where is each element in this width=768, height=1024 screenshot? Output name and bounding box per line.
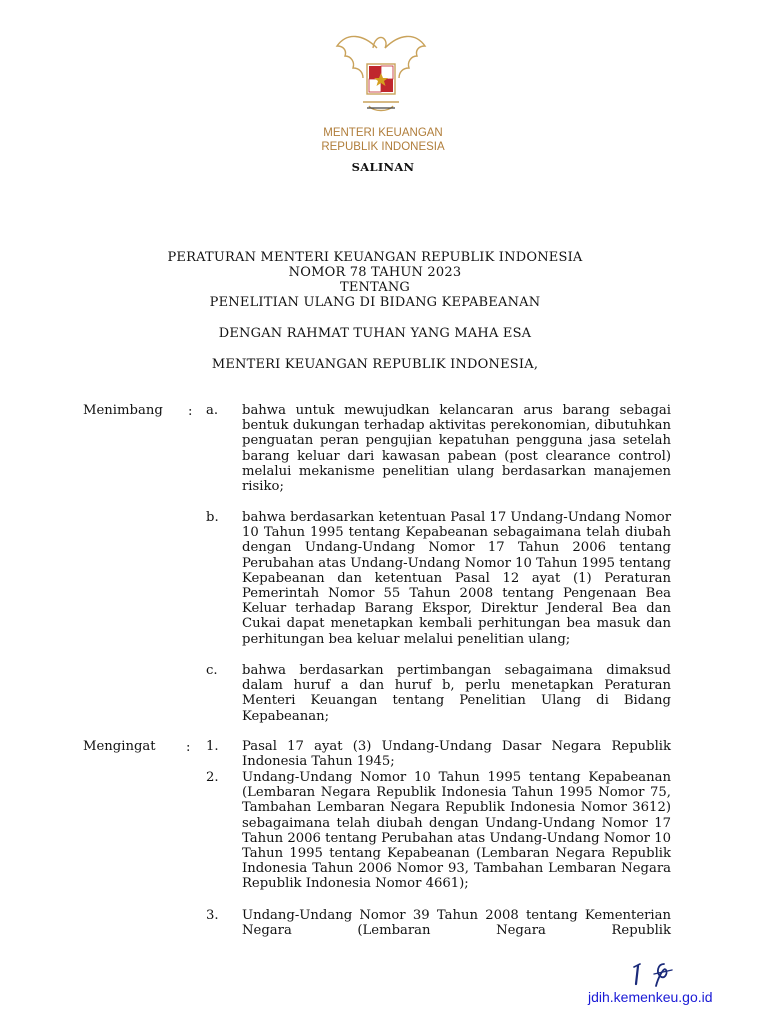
garuda-emblem	[333, 28, 429, 118]
regulation-number: NOMOR 78 TAHUN 2023	[288, 265, 462, 280]
menimbang-marker-c: c.	[206, 663, 218, 678]
menimbang-marker-b: b.	[206, 510, 219, 525]
mengingat-item-1: Pasal 17 ayat (3) Undang-Undang Dasar Negara Republik Indonesia Tahun 1945;	[242, 739, 671, 770]
copy-label: SALINAN	[351, 160, 415, 174]
menimbang-item-a: bahwa untuk mewujudkan kelancaran arus barang sebagai bentuk dukungan terhadap aktivitas perekonomian, dibutuhkan penguatan peran pengujian kepatuhan pengguna jasa setelah barang keluar dari kawasan pabean (post clearance control) melalui mekanisme penelitian ulang berdasarkan manajemen risiko;	[242, 403, 671, 495]
menimbang-marker-a: a.	[206, 403, 219, 418]
menimbang-item-b: bahwa berdasarkan ketentuan Pasal 17 Undang-Undang Nomor 10 Tahun 1995 tentang Kepabeanan sebagaimana telah diubah dengan Undang-Undang Nomor 17 Tahun 2006 tentang Perubahan atas Undang-Undang Nomor 10 Tahun 1995 tentang Kepabeanan dan ketentuan Pasal 12 ayat (1) Peraturan Pemerintah Nomor 55 Tahun 2008 tentang Pengenaan Bea Keluar terhadap Barang Ekspor, Direktur Jenderal Bea dan Cukai dapat menetapkan kembali perhitungan bea masuk dan perhitungan bea keluar melalui penelitian ulang;	[242, 510, 671, 647]
mengingat-marker-2: 2.	[206, 770, 219, 785]
invocation: DENGAN RAHMAT TUHAN YANG MAHA ESA	[218, 326, 532, 341]
regulation-subject: PENELITIAN ULANG DI BIDANG KEPABEANAN	[209, 295, 541, 310]
mengingat-item-2: Undang-Undang Nomor 10 Tahun 1995 tentang Kepabeanan (Lembaran Negara Republik Indonesia Tahun 1995 Nomor 75, Tambahan Lembaran Negara Republik Indonesia Nomor 3612) sebagaimana telah diubah dengan Undang-Undang Nomor 17 Tahun 2006 tentang Perubahan atas Undang-Undang Nomor 10 Tahun 1995 tentang Kepabeanan (Lembaran Negara Republik Indonesia Tahun 2006 Nomor 93, Tambahan Lembaran Negara Republik Indonesia Nomor 4661);	[242, 770, 671, 892]
enacting-authority: MENTERI KEUANGAN REPUBLIK INDONESIA,	[211, 357, 539, 372]
regulation-title: PERATURAN MENTERI KEUANGAN REPUBLIK INDONESIA	[167, 250, 583, 265]
mengingat-marker-1: 1.	[206, 739, 219, 754]
menimbang-colon: :	[188, 404, 193, 419]
mengingat-label: Mengingat	[83, 739, 156, 754]
ministry-name-line1: MENTERI KEUANGAN	[323, 127, 443, 139]
ministry-name-line2: REPUBLIK INDONESIA	[321, 141, 445, 153]
mengingat-item-3: Undang-Undang Nomor 39 Tahun 2008 tentang Kementerian Negara (Lembaran Negara Republik	[242, 908, 671, 939]
menimbang-label: Menimbang	[83, 403, 163, 418]
menimbang-item-c: bahwa berdasarkan pertimbangan sebagaimana dimaksud dalam huruf a dan huruf b, perlu menetapkan Peraturan Menteri Keuangan tentang Penelitian Ulang di Bidang Kepabeanan;	[242, 663, 671, 724]
jdih-link[interactable]: jdih.kemenkeu.go.id	[588, 989, 713, 1005]
initial-signature	[630, 958, 680, 988]
mengingat-marker-3: 3.	[206, 908, 219, 923]
regulation-about: TENTANG	[339, 280, 411, 295]
mengingat-colon: :	[186, 740, 191, 755]
